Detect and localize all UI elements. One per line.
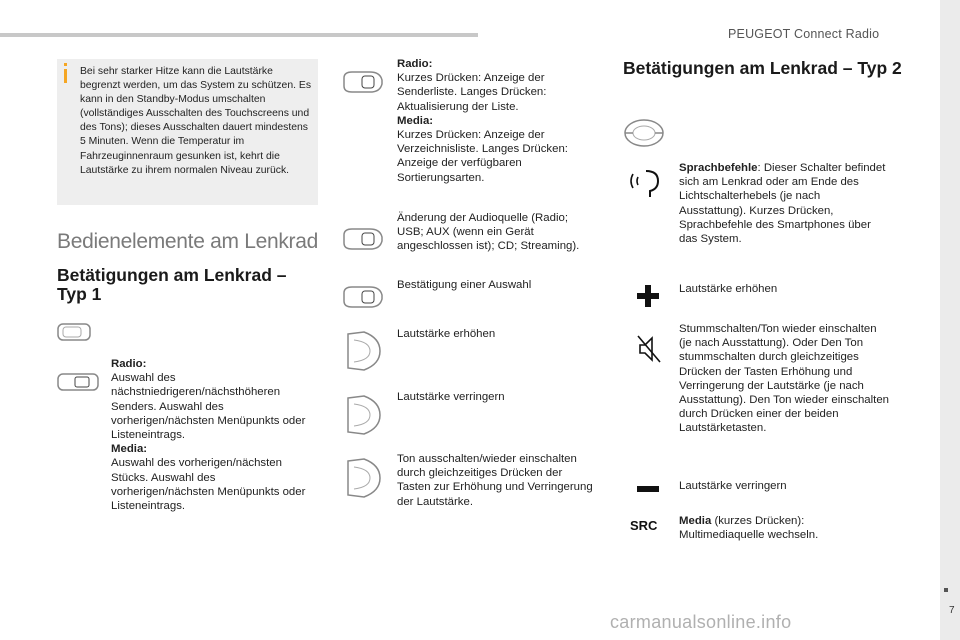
steering-control-icon [55, 368, 105, 396]
steering-control-icon [340, 225, 386, 253]
steering-control-icon [340, 328, 386, 374]
steering-control-icon [340, 392, 386, 438]
type2-voice: Sprachbefehle: Dieser Schalter befindet sich am Lenkrad oder am Ende des Lichtschalterhebels (je nach Ausstattung). Kurzes Drücken, Sprachbefehle des Smartphones über das System. [679, 162, 886, 246]
info-icon [64, 63, 67, 66]
middle-item1: Radio: Kurzes Drücken: Anzeige der Senderliste. Langes Drücken: Aktualisierung der Liste. Media: Kurzes Drücken: Anzeige der Verzeichnisliste. Langes Drücken: Anzeige der verfügbaren Sortierungsarten. [397, 58, 568, 184]
middle-item5: Lautstärke verringern [397, 391, 505, 403]
steering-control-icon [340, 283, 386, 311]
type2-media: Media (kurzes Drücken): Multimediaquelle wechseln. [679, 515, 819, 542]
header-rule [0, 33, 478, 37]
steering-control-icon [340, 68, 386, 96]
page-side-bar [940, 0, 960, 640]
middle-item2: Änderung der Audioquelle (Radio; USB; AUX (wenn ein Gerät angeschlossen ist); CD; Streaming). [397, 212, 580, 253]
middle-item6: Ton ausschalten/wieder einschalten durch gleichzeitiges Drücken der Tasten zur Erhöhung und Verringerung der Lautstärke. [397, 453, 593, 508]
steering-wheel-icon [622, 117, 666, 149]
mute-icon [634, 332, 664, 366]
middle-item3: Bestätigung einer Auswahl [397, 279, 532, 291]
steering-control-icon [55, 318, 95, 346]
page-number: 7 [949, 605, 955, 616]
bullet-icon [944, 588, 948, 592]
info-icon-bar [64, 69, 67, 83]
voice-command-icon [628, 167, 664, 201]
type2-mute: Stummschalten/Ton wieder einschalten (je nach Ausstattung). Oder Den Ton stummschalten durch gleichzeitiges Drücken der Tasten Erhöhung und Verringerung der Lautstärke (je nach Ausstattung). Den Ton wieder einschalten durch Drücken einer der beiden Lautstärketasten. [679, 323, 890, 435]
type2-title: Betätigungen am Lenkrad – Typ 2 [623, 58, 902, 78]
steering-control-icon [340, 455, 386, 501]
type1-title: Betätigungen am Lenkrad – Typ 1 [57, 265, 287, 304]
type2-vol-up: Lautstärke erhöhen [679, 283, 778, 295]
type2-vol-down: Lautstärke verringern [679, 480, 787, 492]
minus-icon [636, 484, 660, 494]
type1-item1: Radio: Auswahl des nächstniedrigeren/nächsthöheren Senders. Auswahl des vorherigen/nächsten Menüpunkts oder Listeneintrags. Media: Auswahl des vorherigen/nächsten Stücks. Auswahl des vorherigen/nächsten Menüpunkts oder Listeneintrags. [111, 358, 306, 513]
header-title: PEUGEOT Connect Radio [728, 27, 880, 41]
src-icon: SRC [630, 518, 658, 533]
plus-icon [636, 284, 660, 308]
section-title: Bedienelemente am Lenkrad [57, 230, 319, 253]
watermark: carmanualsonline.info [610, 612, 792, 632]
middle-item4: Lautstärke erhöhen [397, 328, 496, 340]
info-text: Bei sehr starker Hitze kann die Lautstärke begrenzt werden, um das System zu schützen. Es kann in den Standby-Modus umschalten (vollständiges Ausschalten des Touchscreens und des Tons); dieses Ausschalten dauert mindestens 5 Minuten. Wenn die Temperatur im Fahrzeuginnenraum gesunken ist, kehrt die Lautstärke zu ihrem normalen Niveau zurück. [80, 66, 312, 176]
